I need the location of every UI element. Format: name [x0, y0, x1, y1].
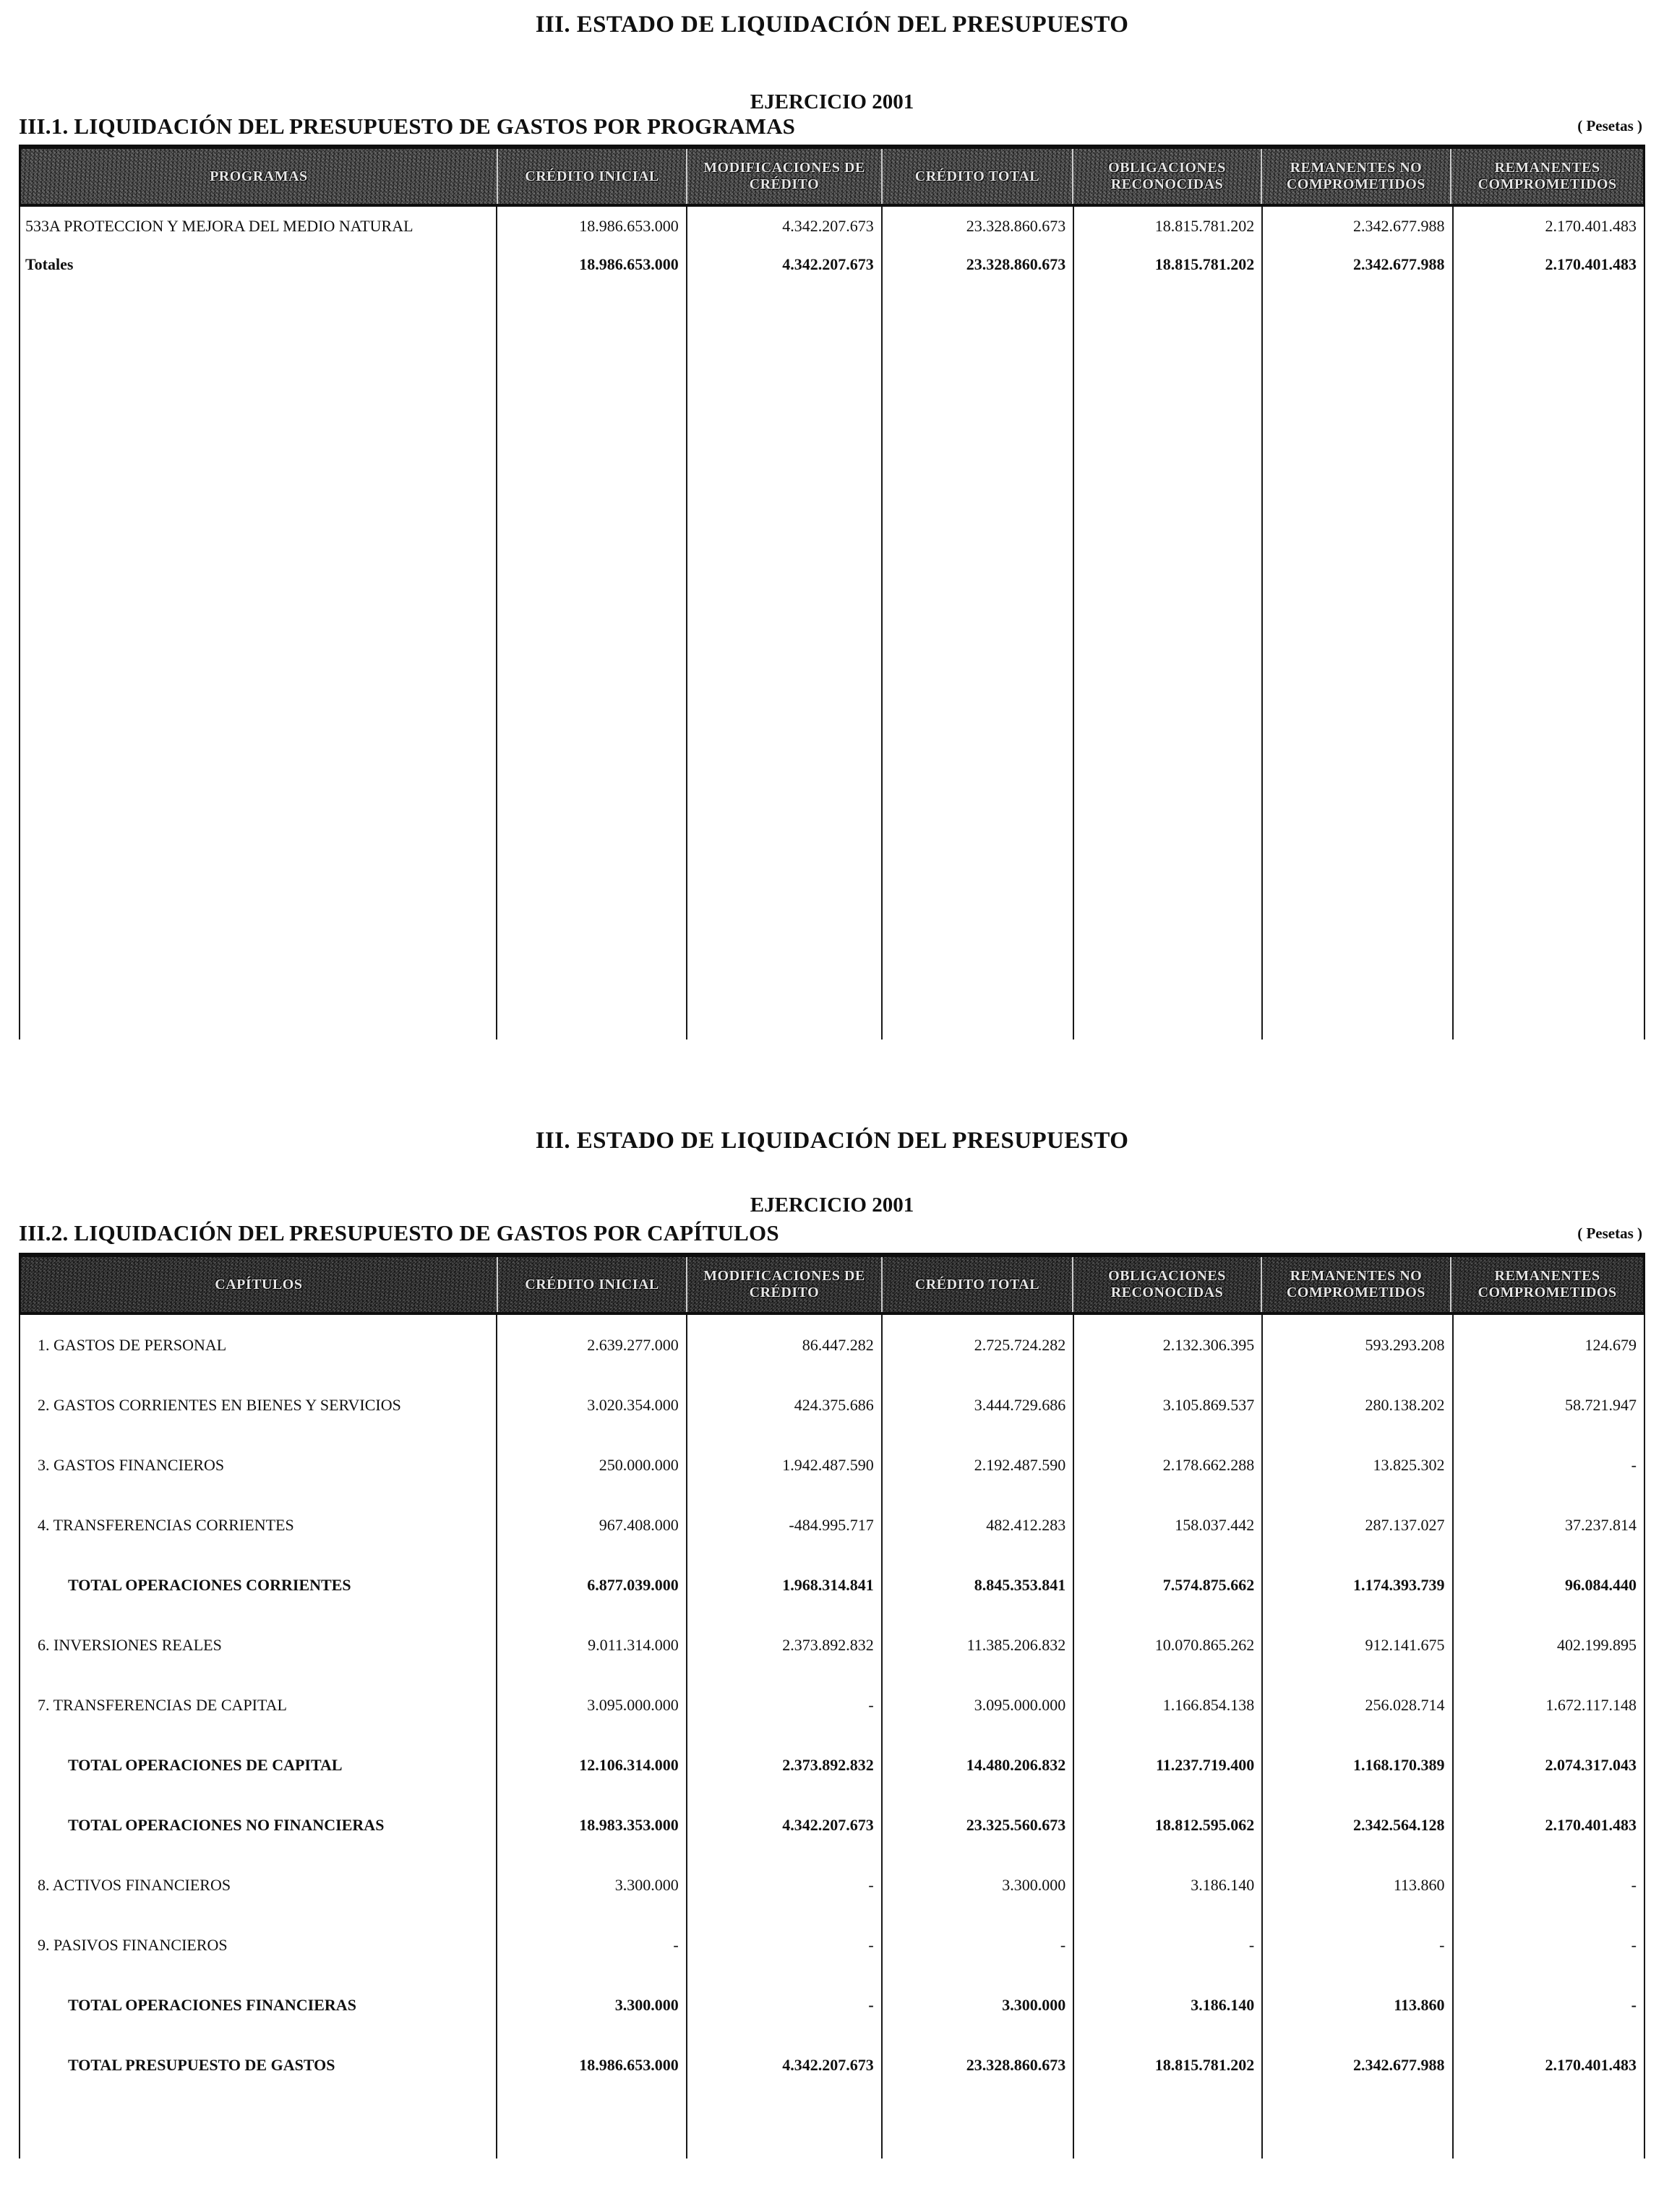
capitulos-table-header: [19, 1253, 1645, 1315]
cell-value: 23.325.560.673: [883, 1795, 1075, 1855]
programas-table-body: [19, 207, 1645, 283]
section1-currency-note: ( Pesetas ): [1577, 117, 1642, 134]
column-header-label: CRÉDITO INICIAL: [525, 168, 659, 184]
cell-value: 1.166.854.138: [1074, 1675, 1263, 1735]
empty-cell: [1263, 2095, 1453, 2159]
cell-value: -: [1263, 1915, 1453, 1975]
cell-value: -: [1454, 1975, 1646, 2035]
table-row: [19, 1675, 1645, 1735]
cell-value: 3.444.729.686: [883, 1375, 1075, 1435]
empty-cell: [687, 283, 883, 1039]
row-label: TOTAL OPERACIONES FINANCIERAS: [19, 1975, 497, 2035]
cell-value: 1.168.170.389: [1263, 1735, 1453, 1795]
cell-value: 482.412.283: [883, 1495, 1075, 1555]
cell-value: 158.037.442: [1074, 1495, 1263, 1555]
column-header-label: REMANENTES NO COMPROMETIDOS: [1286, 1268, 1425, 1300]
table-row: [19, 1915, 1645, 1975]
cell-value: 3.095.000.000: [497, 1675, 687, 1735]
row-label: 7. TRANSFERENCIAS DE CAPITAL: [19, 1675, 497, 1735]
cell-value: 3.105.869.537: [1074, 1375, 1263, 1435]
cell-value: 124.679: [1454, 1315, 1646, 1375]
cell-value: 2.192.487.590: [883, 1435, 1075, 1495]
cell-value: 7.574.875.662: [1074, 1555, 1263, 1615]
cell-value: 2.373.892.832: [687, 1615, 883, 1675]
cell-value: 256.028.714: [1263, 1675, 1453, 1735]
cell-value: 424.375.686: [687, 1375, 883, 1435]
cell-value: 8.845.353.841: [883, 1555, 1075, 1615]
cell-value: 912.141.675: [1263, 1615, 1453, 1675]
cell-value: 86.447.282: [687, 1315, 883, 1375]
cell-value: -: [883, 1915, 1075, 1975]
column-header: [1073, 149, 1261, 204]
column-header-label: MODIFICACIONES DE CRÉDITO: [703, 160, 865, 192]
row-label: 533A PROTECCION Y MEJORA DEL MEDIO NATURAL: [19, 207, 497, 245]
cell-value: 3.186.140: [1074, 1975, 1263, 2035]
column-header-label: REMANENTES COMPROMETIDOS: [1478, 1268, 1617, 1300]
empty-cell: [883, 2095, 1075, 2159]
section1-exercise-year: EJERCICIO 2001: [750, 90, 914, 113]
cell-value: 2.132.306.395: [1074, 1315, 1263, 1375]
cell-value: 13.825.302: [1263, 1435, 1453, 1495]
cell-value: 1.672.117.148: [1454, 1675, 1646, 1735]
row-label: TOTAL OPERACIONES CORRIENTES: [19, 1555, 497, 1615]
cell-value: 18.983.353.000: [497, 1795, 687, 1855]
column-header-label: MODIFICACIONES DE CRÉDITO: [703, 1268, 865, 1300]
table-row: [19, 1375, 1645, 1435]
cell-value: 6.877.039.000: [497, 1555, 687, 1615]
cell-value: 2.342.677.988: [1263, 207, 1453, 245]
cell-value: -: [687, 1975, 883, 2035]
row-label: TOTAL OPERACIONES NO FINANCIERAS: [19, 1795, 497, 1855]
row-label: 2. GASTOS CORRIENTES EN BIENES Y SERVICIOS: [19, 1375, 497, 1435]
programas-table-header: [19, 145, 1645, 207]
column-header: [687, 1257, 882, 1312]
table-row: [19, 1615, 1645, 1675]
cell-value: 58.721.947: [1454, 1375, 1646, 1435]
table-row: [19, 1735, 1645, 1795]
column-header-label: OBLIGACIONES RECONOCIDAS: [1108, 160, 1226, 192]
row-label: Totales: [19, 245, 497, 283]
cell-value: 250.000.000: [497, 1435, 687, 1495]
table-row: [19, 245, 1645, 283]
cell-value: 2.342.677.988: [1263, 2035, 1453, 2095]
column-header: [1451, 1257, 1643, 1312]
cell-value: 3.300.000: [883, 1975, 1075, 2035]
column-header-label: REMANENTES NO COMPROMETIDOS: [1286, 160, 1425, 192]
cell-value: 18.986.653.000: [497, 2035, 687, 2095]
cell-value: 9.011.314.000: [497, 1615, 687, 1675]
cell-value: 18.815.781.202: [1074, 245, 1263, 283]
cell-value: 967.408.000: [497, 1495, 687, 1555]
cell-value: 23.328.860.673: [883, 2035, 1075, 2095]
cell-value: 23.328.860.673: [883, 245, 1075, 283]
column-header: [687, 149, 882, 204]
column-header: [1262, 1257, 1452, 1312]
column-header: [21, 1257, 498, 1312]
cell-value: 402.199.895: [1454, 1615, 1646, 1675]
empty-cell: [497, 283, 687, 1039]
cell-value: 11.385.206.832: [883, 1615, 1075, 1675]
row-label: 9. PASIVOS FINANCIEROS: [19, 1915, 497, 1975]
column-header-label: CRÉDITO TOTAL: [914, 168, 1040, 184]
column-header: [498, 1257, 688, 1312]
column-header-label: REMANENTES COMPROMETIDOS: [1478, 160, 1617, 192]
section2-heading: III.2. LIQUIDACIÓN DEL PRESUPUESTO DE GASTOS POR CAPÍTULOS: [19, 1220, 779, 1246]
cell-value: -: [1454, 1435, 1646, 1495]
empty-cell: [1074, 2095, 1263, 2159]
section2-currency-note: ( Pesetas ): [1577, 1225, 1642, 1242]
cell-value: 11.237.719.400: [1074, 1735, 1263, 1795]
empty-cell: [1263, 283, 1453, 1039]
cell-value: 280.138.202: [1263, 1375, 1453, 1435]
cell-value: 2.170.401.483: [1454, 1795, 1646, 1855]
column-header: [1451, 149, 1643, 204]
cell-value: 2.342.564.128: [1263, 1795, 1453, 1855]
column-header: [21, 149, 498, 204]
cell-value: 96.084.440: [1454, 1555, 1646, 1615]
cell-value: 2.178.662.288: [1074, 1435, 1263, 1495]
cell-value: 14.480.206.832: [883, 1735, 1075, 1795]
empty-cell: [1074, 283, 1263, 1039]
row-label: TOTAL OPERACIONES DE CAPITAL: [19, 1735, 497, 1795]
empty-cell: [1454, 2095, 1646, 2159]
cell-value: 4.342.207.673: [687, 1795, 883, 1855]
table-row: [19, 1315, 1645, 1375]
cell-value: 4.342.207.673: [687, 207, 883, 245]
cell-value: 2.170.401.483: [1454, 245, 1646, 283]
column-header-label: CRÉDITO INICIAL: [525, 1276, 659, 1293]
cell-value: 3.300.000: [497, 1975, 687, 2035]
cell-value: -: [497, 1915, 687, 1975]
capitulos-table: [19, 1253, 1645, 2159]
row-label: 6. INVERSIONES REALES: [19, 1615, 497, 1675]
table-row: [19, 1795, 1645, 1855]
row-label: 3. GASTOS FINANCIEROS: [19, 1435, 497, 1495]
programas-table: [19, 145, 1645, 1039]
column-header: [498, 149, 688, 204]
table-row: [19, 1495, 1645, 1555]
table-row: [19, 1855, 1645, 1915]
section1-heading: III.1. LIQUIDACIÓN DEL PRESUPUESTO DE GASTOS POR PROGRAMAS: [19, 113, 796, 139]
section1-title: III. ESTADO DE LIQUIDACIÓN DEL PRESUPUESTO: [535, 12, 1129, 38]
table-row: [19, 207, 1645, 245]
cell-value: 113.860: [1263, 1855, 1453, 1915]
cell-value: 18.986.653.000: [497, 245, 687, 283]
table-row: [19, 2035, 1645, 2095]
row-label: 4. TRANSFERENCIAS CORRIENTES: [19, 1495, 497, 1555]
empty-cell: [883, 283, 1075, 1039]
cell-value: 4.342.207.673: [687, 2035, 883, 2095]
programas-table-empty-area: [19, 283, 1645, 1039]
cell-value: -: [1454, 1855, 1646, 1915]
column-header: [883, 149, 1074, 204]
cell-value: 12.106.314.000: [497, 1735, 687, 1795]
empty-cell: [687, 2095, 883, 2159]
column-header: [1262, 149, 1452, 204]
cell-value: -: [687, 1855, 883, 1915]
cell-value: 3.300.000: [883, 1855, 1075, 1915]
cell-value: 2.342.677.988: [1263, 245, 1453, 283]
column-header-label: CRÉDITO TOTAL: [914, 1276, 1040, 1293]
cell-value: -: [1454, 1915, 1646, 1975]
cell-value: 2.170.401.483: [1454, 2035, 1646, 2095]
table-row: [19, 1435, 1645, 1495]
cell-value: 1.942.487.590: [687, 1435, 883, 1495]
table-row: [19, 1555, 1645, 1615]
column-header-label: CAPÍTULOS: [215, 1276, 303, 1293]
cell-value: 18.815.781.202: [1074, 207, 1263, 245]
cell-value: -: [687, 1675, 883, 1735]
empty-cell: [497, 2095, 687, 2159]
cell-value: 287.137.027: [1263, 1495, 1453, 1555]
cell-value: 3.300.000: [497, 1855, 687, 1915]
cell-value: 10.070.865.262: [1074, 1615, 1263, 1675]
cell-value: 18.812.595.062: [1074, 1795, 1263, 1855]
cell-value: 2.170.401.483: [1454, 207, 1646, 245]
cell-value: 1.968.314.841: [687, 1555, 883, 1615]
empty-cell: [19, 283, 497, 1039]
empty-cell: [19, 2095, 497, 2159]
column-header: [883, 1257, 1074, 1312]
cell-value: 2.725.724.282: [883, 1315, 1075, 1375]
column-header-label: OBLIGACIONES RECONOCIDAS: [1108, 1268, 1226, 1300]
cell-value: 4.342.207.673: [687, 245, 883, 283]
cell-value: 113.860: [1263, 1975, 1453, 2035]
capitulos-table-body: [19, 1315, 1645, 2095]
cell-value: 3.186.140: [1074, 1855, 1263, 1915]
cell-value: 3.020.354.000: [497, 1375, 687, 1435]
cell-value: 23.328.860.673: [883, 207, 1075, 245]
cell-value: -484.995.717: [687, 1495, 883, 1555]
cell-value: 2.373.892.832: [687, 1735, 883, 1795]
cell-value: 3.095.000.000: [883, 1675, 1075, 1735]
cell-value: 1.174.393.739: [1263, 1555, 1453, 1615]
cell-value: 593.293.208: [1263, 1315, 1453, 1375]
cell-value: 18.815.781.202: [1074, 2035, 1263, 2095]
section2-exercise-year: EJERCICIO 2001: [750, 1193, 914, 1217]
cell-value: -: [1074, 1915, 1263, 1975]
cell-value: 37.237.814: [1454, 1495, 1646, 1555]
column-header: [1073, 1257, 1261, 1312]
row-label: 8. ACTIVOS FINANCIEROS: [19, 1855, 497, 1915]
cell-value: 2.639.277.000: [497, 1315, 687, 1375]
section2-title: III. ESTADO DE LIQUIDACIÓN DEL PRESUPUESTO: [535, 1128, 1129, 1154]
cell-value: -: [687, 1915, 883, 1975]
empty-cell: [1454, 283, 1646, 1039]
column-header-label: PROGRAMAS: [210, 168, 308, 184]
cell-value: 18.986.653.000: [497, 207, 687, 245]
row-label: 1. GASTOS DE PERSONAL: [19, 1315, 497, 1375]
cell-value: 2.074.317.043: [1454, 1735, 1646, 1795]
capitulos-table-empty-area: [19, 2095, 1645, 2159]
row-label: TOTAL PRESUPUESTO DE GASTOS: [19, 2035, 497, 2095]
table-row: [19, 1975, 1645, 2035]
